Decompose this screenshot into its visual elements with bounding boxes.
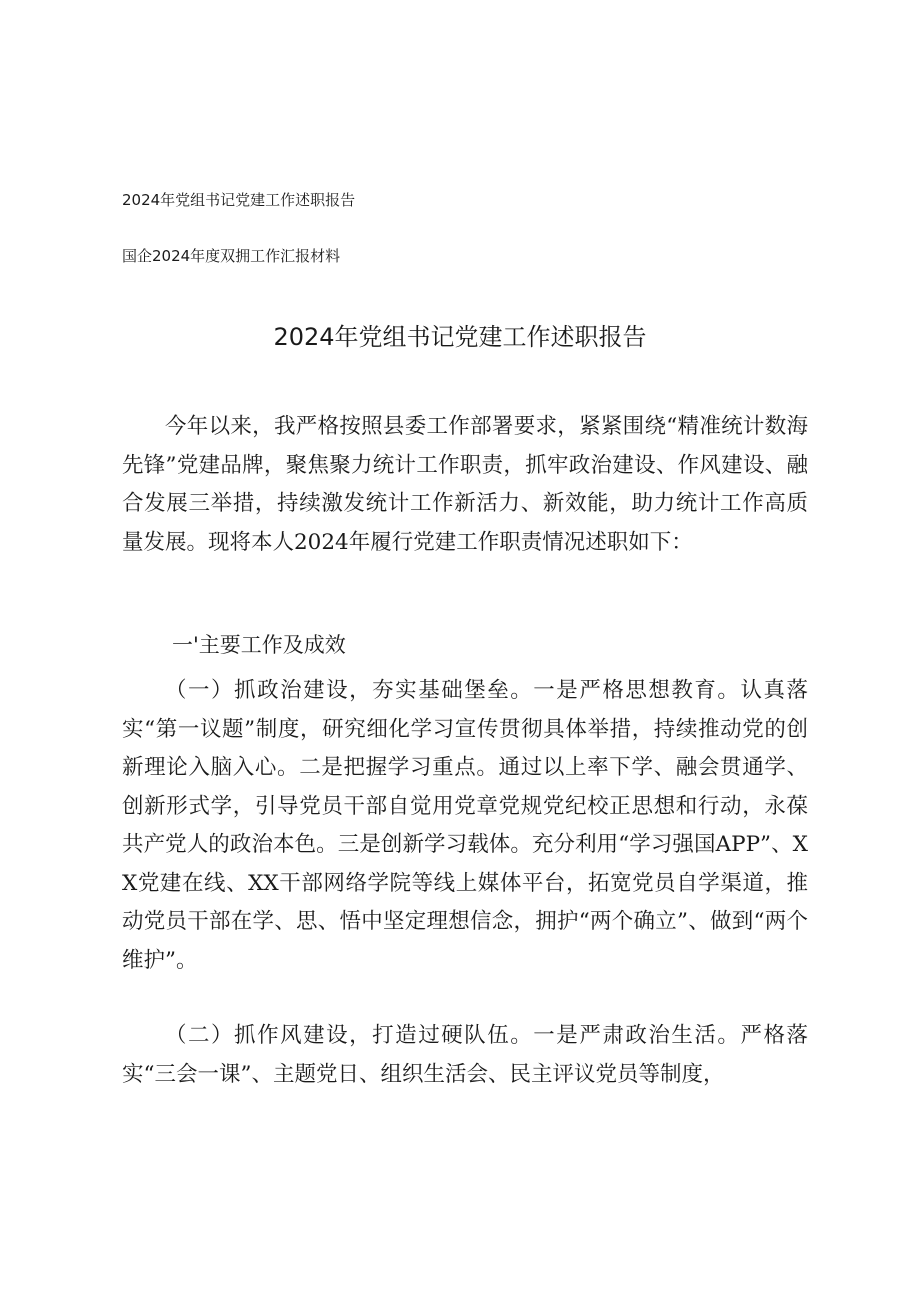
intro-paragraph: 今年以来，我严格按照县委工作部署要求，紧紧围绕“精准统计数海先锋”党建品牌，聚焦聚力统计工作职责，抓牢政治建设、作风建设、融合发展三举措，持续激发统计工作新活力、新效能，助力统计工作高质量发展。现将本人2024年履行党建工作职责情况述职如下： <box>122 414 808 555</box>
paragraph-political-building: （一）抓政治建设，夯实基础堡垒。一是严格思想教育。认真落实“第一议题”制度，研究细化学习宣传贯彻具体举措，持续推动党的创新理论入脑入心。二是把握学习重点。通过以上率下学、融会贯通学、创新形式学，引导党员干部自觉用党章党规党纪校正思想和行动，永葆共产党人的政治本色。三是创新学习载体。充分利用“学习强国APP”、XX党建在线、XX干部网络学院等线上媒体平台，拓宽党员自学渠道，推动党员干部在学、思、悟中坚定理想信念，拥护“两个确立”、做到“两个维护”。 <box>122 678 808 973</box>
document-title: 2024年党组书记党建工作述职报告 <box>273 323 647 351</box>
toc-entry-2: 国企2024年度双拥工作汇报材料 <box>122 247 341 265</box>
paragraph-work-style-building: （二）抓作风建设，打造过硬队伍。一是严肃政治生活。严格落实“三会一课”、主题党日、组织生活会、民主评议党员等制度， <box>122 1023 808 1087</box>
toc-entry-1: 2024年党组书记党建工作述职报告 <box>122 191 356 209</box>
section-heading-main-work: 一'主要工作及成效 <box>172 633 346 657</box>
